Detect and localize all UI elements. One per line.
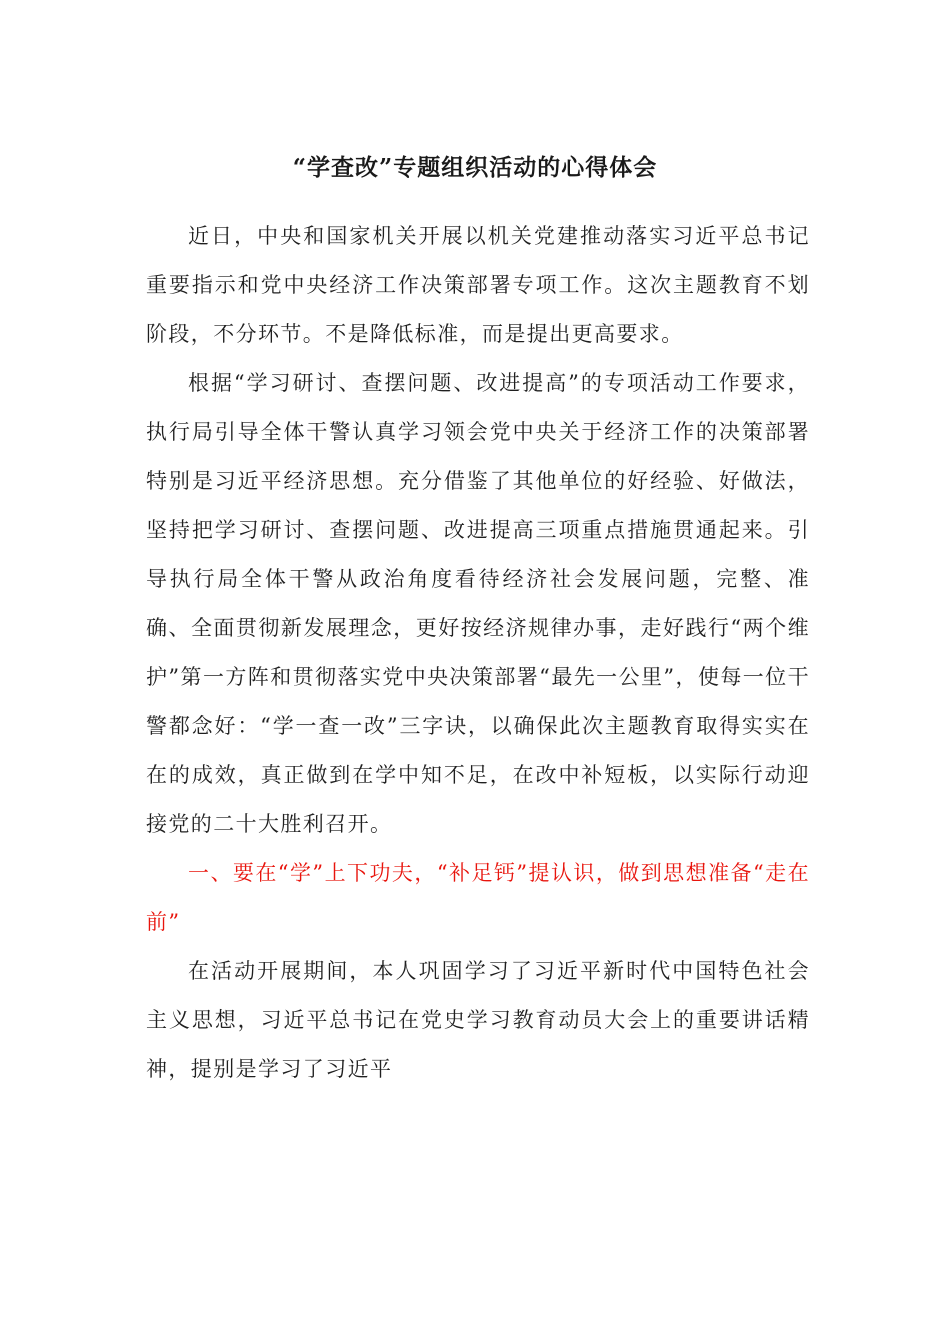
section-heading-1: 一、要在“学”上下功夫，“补足钙”提认识，做到思想准备“走在前”: [146, 861, 810, 934]
paragraph-study: 在活动开展期间，本人巩固学习了习近平新时代中国特色社会主义思想，习近平总书记在党史学习教育动员大会上的重要讲话精神，提别是学习了习近平: [146, 959, 810, 1081]
document-title: “学查改”专题组织活动的心得体会: [292, 154, 658, 181]
document-body: [146, 212, 810, 1094]
paragraph-requirements: 根据“学习研讨、查摆问题、改进提高”的专项活动工作要求，执行局引导全体干警认真学习领会党中央关于经济工作的决策部署特别是习近平经济思想。充分借鉴了其他单位的好经验、好做法，坚持把学习研讨、查摆问题、改进提高三项重点措施贯通起来。引导执行局全体干警从政治角度看待经济社会发展问题，完整、准确、全面贯彻新发展理念，更好按经济规律办事，走好践行“两个维护”第一方阵和贯彻落实党中央决策部署“最先一公里”，使每一位干警都念好：“学一查一改”三字诀，以确保此次主题教育取得实实在在的成效，真正做到在学中知不足，在改中补短板，以实际行动迎接党的二十大胜利召开。: [146, 371, 810, 836]
paragraph-intro: 近日，中央和国家机关开展以机关党建推动落实习近平总书记重要指示和党中央经济工作决策部署专项工作。这次主题教育不划阶段，不分环节。不是降低标准，而是提出更高要求。: [146, 224, 810, 346]
